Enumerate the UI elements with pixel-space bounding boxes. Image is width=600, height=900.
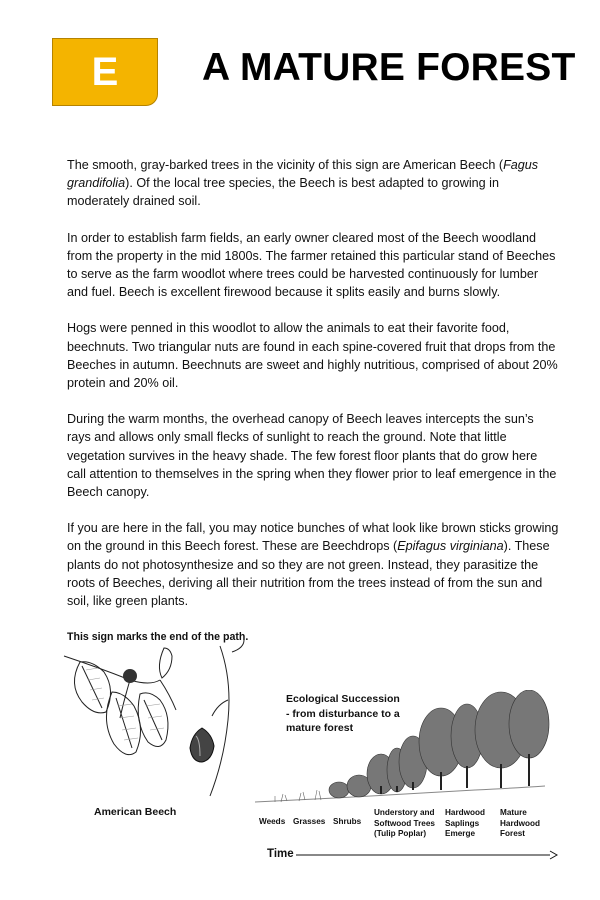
stage-understory-line-2: Softwood Trees [374, 818, 435, 828]
paragraph-4: During the warm months, the overhead canopy of Beech leaves intercepts the sun’s rays and allows only small flecks of sunlight to reach the ground. Note that little vegetation survives in the heavy shade. The few forest floor plants that do grow here call attention to themselves in the spring when they flower prior to leaf emergence in the Beech canopy. [67, 412, 557, 500]
paragraph-5-text-a: If you are here in the fall, you may notice bunches of what look like brown sticks growing on the ground in this Beech forest. These are Beechdrops ( [67, 521, 559, 554]
stage-mature-forest [500, 808, 540, 840]
stage-shrubs: Shrubs [333, 817, 362, 826]
stage-hardwood-line-3: Emerge [445, 829, 476, 838]
time-arrow-icon [296, 848, 558, 862]
succession-title [286, 692, 426, 736]
paragraph-5 [67, 519, 559, 610]
beech-branch-illustration [60, 640, 250, 800]
stage-mature-line-1: Mature [500, 808, 527, 817]
stage-hardwood-saplings [445, 808, 485, 840]
paragraph-3: Hogs were penned in this woodlot to allow the animals to eat their favorite food, beechnuts. Two triangular nuts are found in each spine-covered fruit that drops from the Beeches in autumn. Beechnuts are sweet and highly nutritious, comprised of about 20% protein and 20% oil. [67, 321, 558, 391]
paragraph-1-text-a: The smooth, gray-barked trees in the vicinity of this sign are American Beech ( [67, 158, 504, 172]
stage-mature-line-2: Hardwood [500, 818, 541, 828]
paragraph-5-text-c: ). These plants do not photosynthesize and so they are not green. Instead, they parasitize the roots of Beeches, deriving all their nutrition from the trees instead of from the sun and soil, like green plants. [67, 539, 550, 609]
stage-understory-line-3: (Tulip Poplar) [374, 829, 427, 838]
beech-caption: American Beech [94, 806, 177, 818]
succession-title-line-3: mature forest [286, 722, 354, 734]
succession-title-line-2: - from disturbance to a [286, 707, 400, 720]
succession-title-line-1: Ecological Succession [286, 693, 400, 705]
section-badge [52, 38, 158, 106]
sign-body [67, 156, 559, 664]
paragraph-1-text-c: ). Of the local tree species, the Beech is best adapted to growing in moderately drained soil. [67, 176, 499, 209]
stage-hardwood-line-2: Saplings [445, 818, 480, 828]
latin-name-beechdrops: Epifagus virginiana [397, 539, 504, 554]
paragraph-1 [67, 156, 559, 211]
stage-understory [374, 808, 435, 840]
stage-mature-line-3: Forest [500, 829, 526, 838]
end-of-path-note: This sign marks the end of the path. [67, 631, 249, 644]
page-title: A MATURE FOREST [202, 46, 576, 89]
latin-name-beech: Fagus grandifolia [67, 158, 539, 191]
stage-understory-line-1: Understory and [374, 808, 435, 817]
stage-grasses: Grasses [293, 817, 326, 826]
paragraph-2: In order to establish farm fields, an early owner cleared most of the Beech woodland from the property in the mid 1800s. The farmer retained this particular stand of Beeches to serve as the farm woodlot where trees could be harvested continuously for lumber and fuel. Beech is excellent firewood because it splits easily and burns slowly. [67, 230, 556, 300]
stage-weeds: Weeds [259, 817, 286, 826]
time-label: Time [267, 848, 294, 860]
section-letter: E [91, 49, 119, 94]
stage-hardwood-line-1: Hardwood [445, 808, 486, 817]
